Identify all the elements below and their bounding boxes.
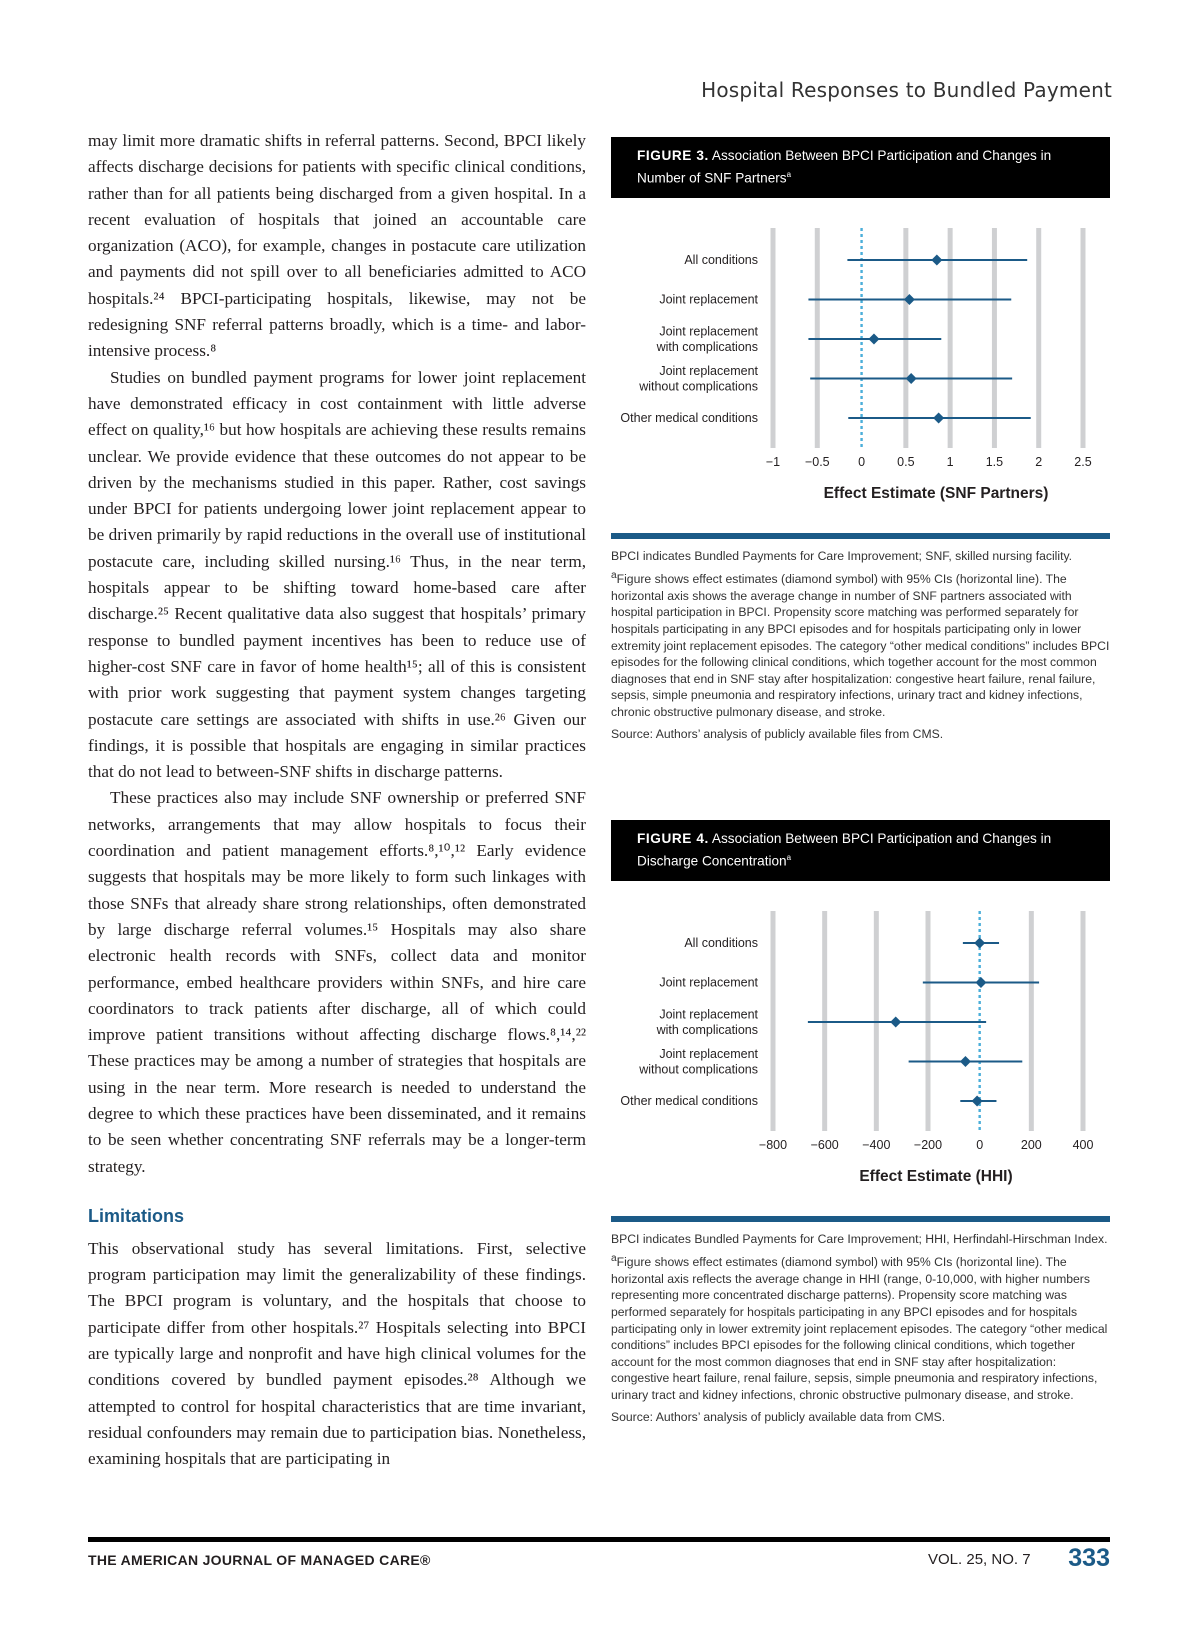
- category-label: [620, 411, 758, 425]
- point-estimate-diamond: [975, 977, 986, 988]
- figure-4-forest-plot: [611, 881, 1110, 1216]
- point-estimate-diamond: [960, 1056, 971, 1067]
- figure-3-forest-plot: [611, 198, 1110, 533]
- figure-3-title: Association Between BPCI Participation and Changes in Number of SNF Partners: [637, 148, 1052, 186]
- figure-4-rule: [611, 1216, 1110, 1222]
- figure-4-notes: [611, 1231, 1110, 1426]
- category-label: [638, 1046, 758, 1076]
- x-tick-label: −200: [913, 1137, 943, 1152]
- figure-4-source: Source: Authors’ analysis of publicly available data from CMS.: [611, 1409, 946, 1424]
- figure-3-source: Source: Authors’ analysis of publicly available files from CMS.: [611, 726, 944, 741]
- x-axis-title: Effect Estimate (SNF Partners): [823, 484, 1049, 502]
- category-label: [656, 324, 759, 354]
- category-label-line: All conditions: [684, 935, 758, 950]
- figure-4-footnote: [611, 1251, 1110, 1403]
- category-label-line: without complications: [639, 1061, 758, 1076]
- x-tick-label: 200: [1020, 1137, 1042, 1152]
- category-label: [656, 1007, 759, 1037]
- x-tick-label: −1: [765, 454, 781, 469]
- category-label-line: without complications: [639, 378, 758, 393]
- category-label-line: Other medical conditions: [620, 410, 758, 425]
- footer-rule: [88, 1537, 1110, 1542]
- limitations-paragraph: This observational study has several limitations. First, selective program participation may limit the generalizability of these findings. The BPCI program is voluntary, and the hospitals that choose to participate differ from other hospitals.²⁷ Hospitals selecting into BPCI are typically large and nonprofit and have high clinical volumes for the conditions covered by bundled payment episodes.²⁸ Although we attempted to control for hospital characteristics that are time invariant, residual confounders may remain due to participation bias. Nonetheless, examining hospitals that are participating in: [88, 1238, 586, 1469]
- figure-3-title-footnote-mark: a: [786, 170, 792, 179]
- category-label-line: All conditions: [684, 252, 758, 267]
- volume-issue: VOL. 25, NO. 7: [928, 1551, 1031, 1568]
- figure-3-notes: [611, 548, 1110, 743]
- category-label-line: Joint replacement: [659, 1006, 758, 1021]
- figure-4-title: Association Between BPCI Participation and Changes in Discharge Concentration: [637, 831, 1052, 869]
- category-label-line: Other medical conditions: [620, 1093, 758, 1108]
- x-tick-label: 0: [858, 454, 866, 469]
- point-estimate-diamond: [931, 254, 942, 265]
- body-column: [88, 128, 586, 1473]
- x-tick-label: 1.5: [985, 454, 1004, 469]
- category-label-line: Joint replacement: [659, 323, 758, 338]
- category-label: [684, 936, 758, 950]
- running-head: Hospital Responses to Bundled Payment: [701, 78, 1112, 102]
- journal-name: THE AMERICAN JOURNAL OF MANAGED CARE®: [88, 1552, 431, 1568]
- figure-4-header: [611, 820, 1110, 881]
- x-tick-label: 2.5: [1074, 454, 1092, 469]
- category-label: [659, 292, 758, 306]
- point-estimate-diamond: [890, 1016, 901, 1027]
- point-estimate-diamond: [972, 1095, 983, 1106]
- figure-3: [611, 137, 1110, 746]
- figure-3-footnote-text: Figure shows effect estimates (diamond symbol) with 95% CIs (horizontal line). The horizontal axis shows the average change in number of SNF partners associated with hospital participation in BPCI. Propensity score matching was performed separately for hospitals participating in any BPCI episodes and for hospitals participating only in lower extremity joint replacement episodes. The category “other medical conditions” includes BPCI episodes for the following clinical conditions, which together account for the most common diagnoses that end in SNF stay after hospitalization: congestive heart failure, renal failure, sepsis, simple pneumonia and respiratory infections, urinary tract and kidney infections, chronic obstructive pulmonary disease, and stroke.: [611, 572, 1110, 719]
- x-axis-title: Effect Estimate (HHI): [859, 1167, 1013, 1185]
- figure-4-footnote-text: Figure shows effect estimates (diamond symbol) with 95% CIs (horizontal line). The horizontal axis reflects the average change in HHI (range, 0-10,000, with higher numbers representing more concentrated discharge patterns). Propensity score matching was performed separately for hospitals participating in any BPCI episodes and for hospitals participating only in lower extremity joint replacement episodes. The category “other medical conditions” includes BPCI episodes for the following clinical conditions, which together account for the most common diagnoses that end in SNF stay after hospitalization: congestive heart failure, renal failure, sepsis, simple pneumonia and respiratory infections, urinary tract and kidney infections, chronic obstructive pulmonary disease, and stroke.: [611, 1255, 1108, 1402]
- category-label-line: Joint replacement: [659, 975, 758, 990]
- figure-4: [611, 820, 1110, 1429]
- x-tick-label: 1: [946, 454, 954, 469]
- x-tick-label: 0.5: [897, 454, 915, 469]
- body-paragraph: may limit more dramatic shifts in referral patterns. Second, BPCI likely affects discharge decisions for patients with specific clinical conditions, rather than for all patients being discharged from a given hospital. In a recent evaluation of hospitals that joined an accountable care organization (ACO), for example, changes in postacute care utilization and payments did not spill over to all beneficiaries admitted to ACO hospitals.²⁴ BPCI-participating hospitals, likewise, may not be redesigning SNF referral patterns broadly, which is a time- and labor-intensive process.⁸: [88, 131, 586, 361]
- x-tick-label: −600: [810, 1137, 839, 1152]
- category-label: [684, 253, 758, 267]
- page-number: 333: [1068, 1544, 1110, 1572]
- category-label: [659, 975, 758, 989]
- point-estimate-diamond: [974, 937, 985, 948]
- category-label-line: with complications: [656, 339, 758, 354]
- x-tick-label: −400: [862, 1137, 891, 1152]
- category-label-line: Joint replacement: [659, 1046, 758, 1061]
- figure-3-label: FIGURE 3.: [637, 148, 709, 163]
- x-tick-label: −0.5: [804, 454, 830, 469]
- category-label: [620, 1094, 758, 1108]
- category-label-line: Joint replacement: [659, 292, 758, 307]
- figure-4-title-footnote-mark: a: [786, 853, 792, 862]
- point-estimate-diamond: [933, 412, 944, 423]
- category-label-line: Joint replacement: [659, 363, 758, 378]
- figure-4-abbreviations: BPCI indicates Bundled Payments for Care Improvement; HHI, Herfindahl-Hirschman Index.: [611, 1231, 1108, 1246]
- point-estimate-diamond: [868, 333, 879, 344]
- figure-3-footnote: [611, 568, 1110, 720]
- limitations-heading: Limitations: [88, 1205, 185, 1226]
- body-paragraph: Studies on bundled payment programs for lower joint replacement have demonstrated efficacy in cost containment with little adverse effect on quality,¹⁶ but how hospitals are achieving these results remains unclear. We provide evidence that these outcomes do not appear to be driven by the mechanisms studied in this paper. Rather, cost savings under BPCI for patients undergoing lower joint replacement appear to be driven primarily by rapid reductions in the overall use of institutional postacute care, including skilled nursing.¹⁶ Thus, in the near term, hospitals appear to be shifting toward home-based care after discharge.²⁵ Recent qualitative data also suggest that hospitals’ primary response to bundled payment incentives has been to reduce use of higher-cost SNF care in favor of home health¹⁵; all of this is consistent with prior work suggesting that payment system changes targeting postacute care settings are associated with shifts in use.²⁶ Given our findings, it is possible that hospitals are engaging in similar practices that do not lead to between-SNF shifts in discharge patterns.: [88, 367, 586, 782]
- category-label: [638, 363, 758, 393]
- x-tick-label: 0: [976, 1137, 984, 1152]
- x-tick-label: −800: [758, 1137, 788, 1152]
- x-tick-label: 2: [1035, 454, 1043, 469]
- x-tick-label: 400: [1072, 1137, 1094, 1152]
- body-paragraph: These practices also may include SNF ownership or preferred SNF networks, arrangements that may allow hospitals to focus their coordination and patient management efforts.⁸,¹⁰,¹² Early evidence suggests that hospitals may be more likely to form such linkages with those SNFs that already share strong relationships, often demonstrated by large discharge referral volumes.¹⁵ Hospitals may also share electronic health records with SNFs, collect data and monitor performance, embed healthcare providers within SNFs, and hire care coordinators to track patients after discharge, all of which could improve patient transitions without affecting discharge flows.⁸,¹⁴,²² These practices may be among a number of strategies that hospitals are using in the near term. More research is needed to understand the degree to which these practices have been disseminated, and it remains to be seen whether concentrating SNF referrals may be a longer-term strategy.: [88, 788, 586, 1176]
- figure-3-rule: [611, 533, 1110, 539]
- figure-4-footnote-mark: a: [611, 1253, 617, 1265]
- figure-3-header: [611, 137, 1110, 198]
- figure-3-footnote-mark: a: [611, 570, 617, 582]
- figure-3-abbreviations: BPCI indicates Bundled Payments for Care Improvement; SNF, skilled nursing facility.: [611, 548, 1073, 563]
- category-label-line: with complications: [656, 1022, 758, 1037]
- figure-4-label: FIGURE 4.: [637, 831, 709, 846]
